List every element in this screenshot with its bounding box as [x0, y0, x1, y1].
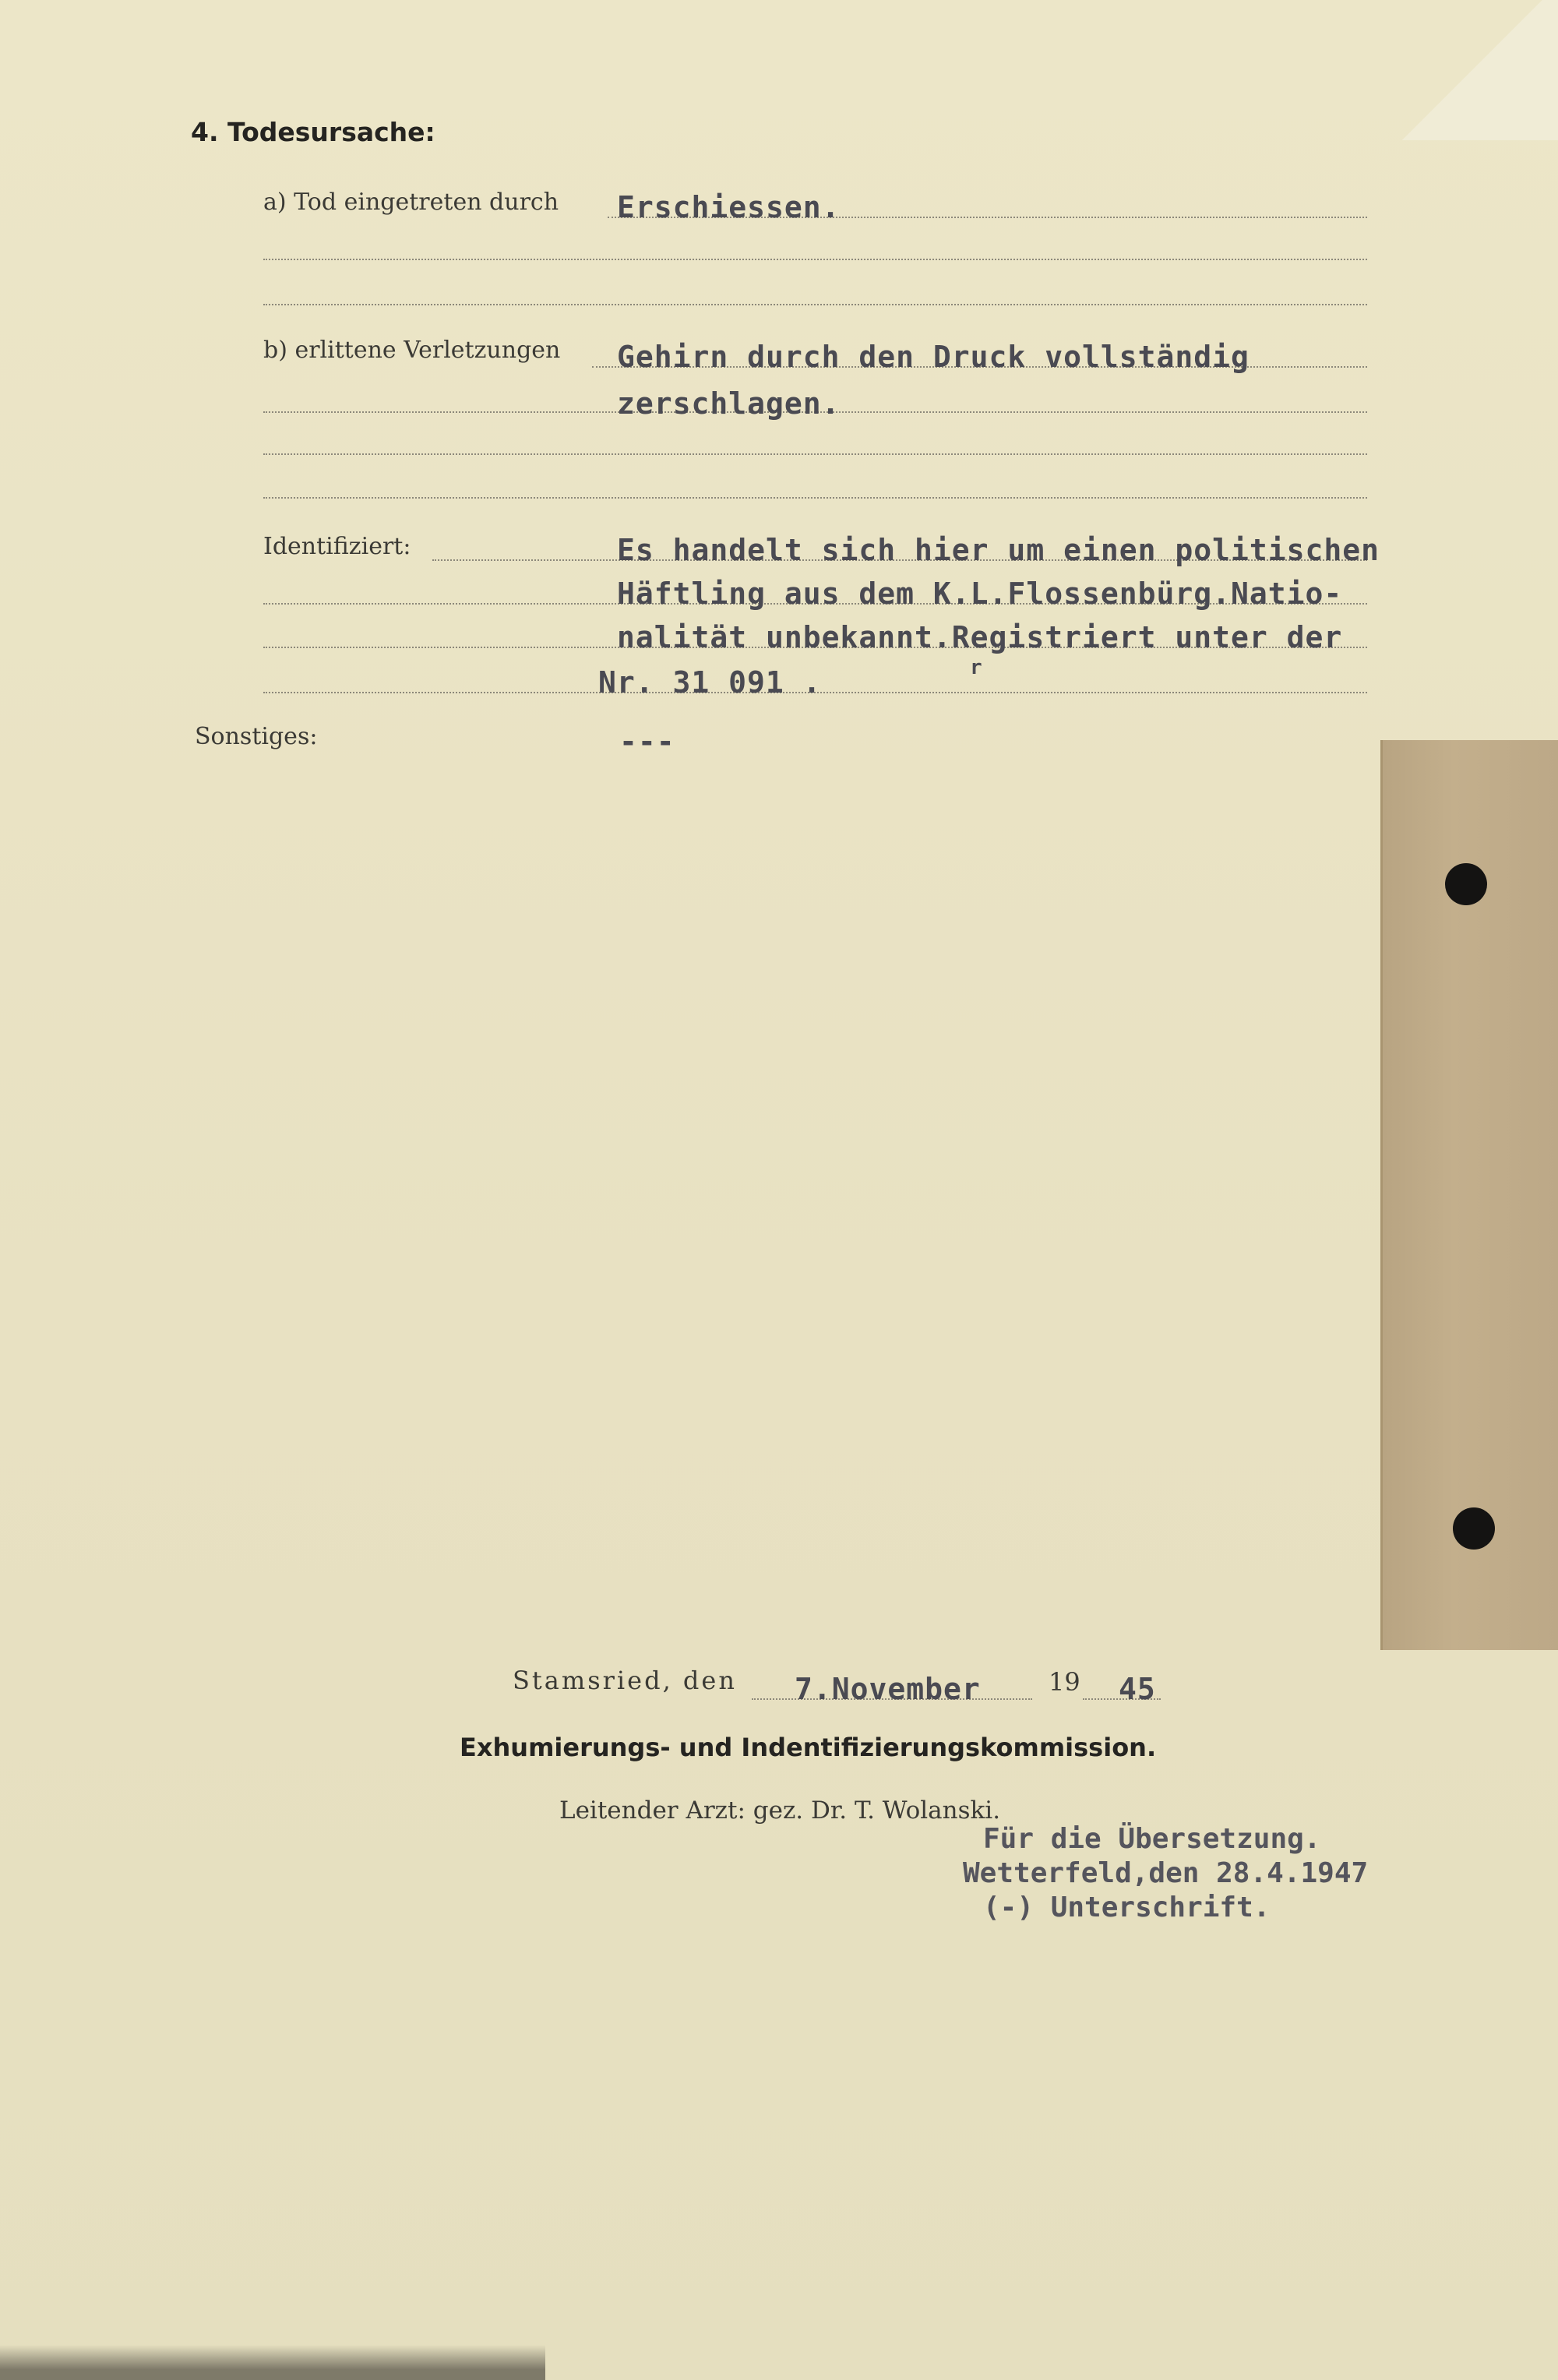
translation-line-2: Wetterfeld,den 28.4.1947: [963, 1857, 1369, 1889]
section-heading: 4. Todesursache:: [191, 117, 435, 147]
sonstiges-value: ---: [619, 725, 675, 759]
punch-hole-bottom: [1453, 1507, 1495, 1550]
doctor-signature-line: Leitender Arzt: gez. Dr. T. Wolanski.: [559, 1796, 1001, 1825]
translation-line-1: Für die Übersetzung.: [983, 1823, 1321, 1855]
corner-fold: [1387, 0, 1558, 140]
verletzungen-dotted-line-4: [263, 497, 1367, 499]
tod-label: a) Tod eingetreten durch: [263, 189, 559, 216]
sonstiges-label: Sonstiges:: [195, 723, 318, 750]
verletzungen-label: b) erlittene Verletzungen: [263, 337, 561, 364]
tod-dotted-line-3: [263, 304, 1367, 305]
tod-dotted-line-2: [263, 259, 1367, 260]
identifiziert-line-1: Es handelt sich hier um einen politischen: [617, 533, 1380, 567]
torn-bottom-edge: [0, 2345, 545, 2380]
identifiziert-label: Identifiziert:: [263, 533, 411, 560]
identifiziert-line-2: Häftling aus dem K.L.Flossenbürg.Natio-: [617, 576, 1343, 611]
verletzungen-dotted-line-3: [263, 453, 1367, 455]
year-suffix: 45: [1119, 1672, 1156, 1706]
year-prefix: 19: [1049, 1667, 1080, 1697]
verletzungen-line-1: Gehirn durch den Druck vollständig: [617, 340, 1250, 374]
date-value: 7.November: [795, 1672, 981, 1706]
tod-value: Erschiessen.: [617, 190, 841, 224]
binding-tab: [1380, 740, 1558, 1650]
verletzungen-line-2: zerschlagen.: [617, 386, 841, 421]
punch-hole-top: [1445, 863, 1487, 905]
translation-line-3: (-) Unterschrift.: [983, 1892, 1271, 1923]
correction-mark: r: [970, 656, 982, 679]
identifiziert-line-3: nalität unbekannt.Registriert unter der: [617, 620, 1343, 654]
identifiziert-line-4: Nr. 31 091 .: [598, 665, 822, 700]
commission-title: Exhumierungs- und Indentifizierungskommission.: [460, 1733, 1157, 1762]
date-place: Stamsried, den: [513, 1666, 737, 1695]
